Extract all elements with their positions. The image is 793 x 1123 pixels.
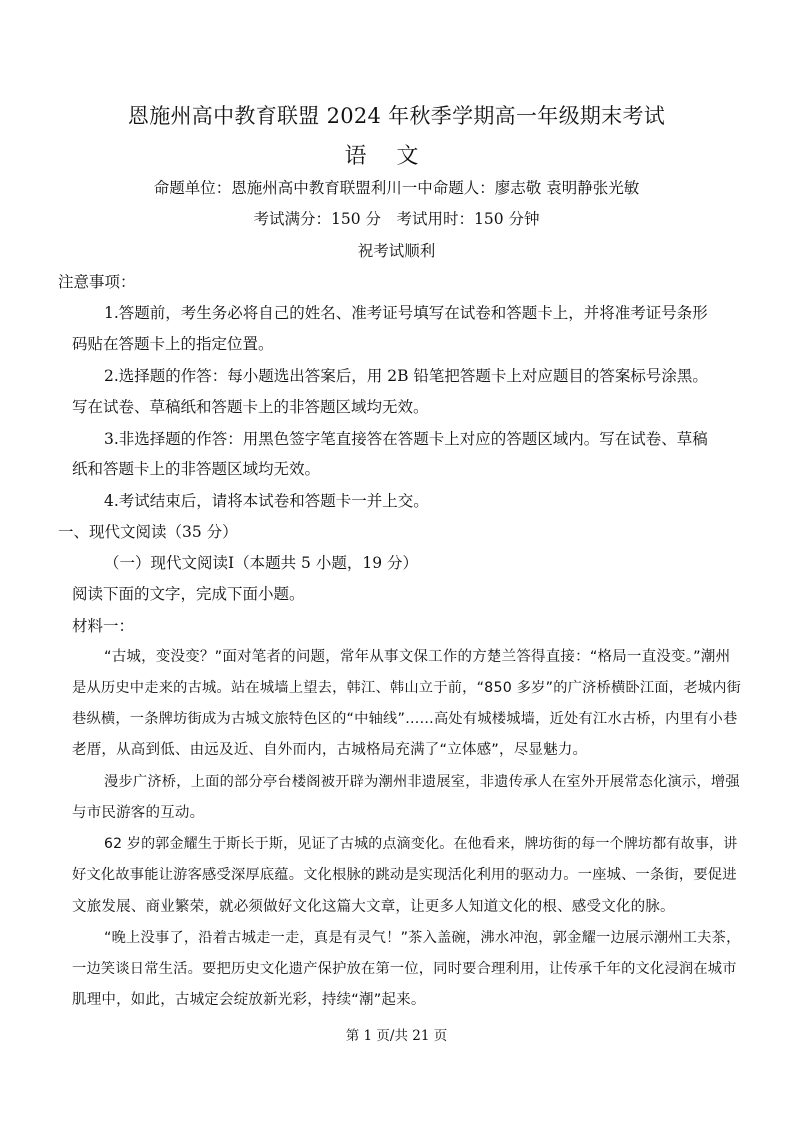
notes-heading: 注意事项： bbox=[58, 273, 136, 291]
note-line: 写在试卷、草稿纸和答题卡上的非答题区域均无效。 bbox=[72, 398, 429, 416]
note-line: 码贴在答题卡上的指定位置。 bbox=[72, 335, 274, 353]
exam-title: 恩施州高中教育联盟 2024 年秋季学期高一年级期末考试 bbox=[127, 104, 666, 128]
material-line: 文旅发展、商业繁荣，就必须做好文化这篇大文章，让更多人知道文化的根、感受文化的脉。 bbox=[72, 899, 675, 915]
material-line: 巷纵横，一条牌坊街成为古城文旅特色区的“中轴线”……高处有城楼城墙，近处有江水古桥，内里有小巷 bbox=[72, 711, 738, 727]
setter-line: 命题单位：恩施州高中教育联盟利川一中命题人：廖志敬 袁明静张光敏 bbox=[153, 179, 640, 197]
page-number: 第 1 页/共 21 页 bbox=[345, 1028, 448, 1044]
material-line: 漫步广济桥，上面的部分亭台楼阁被开辟为潮州非遗展室，非遗传承人在室外开展常态化演示，增强 bbox=[104, 774, 740, 790]
material-line: 62 岁的郭金耀生于斯长于斯，见证了古城的点滴变化。在他看来，牌坊街的每一个牌坊都有故事，讲 bbox=[104, 836, 738, 852]
material-line: 老厝，从高到低、由远及近、自外而内，古城格局充满了“立体感”，尽显魅力。 bbox=[72, 742, 588, 758]
material-line: 与市民游客的互动。 bbox=[72, 805, 205, 821]
reading-instruction: 阅读下面的文字，完成下面小题。 bbox=[72, 585, 305, 603]
exam-info: 考试满分：150 分 考试用时：150 分钟 bbox=[253, 210, 540, 228]
note-line: 2.选择题的作答：每小题选出答案后，用 2B 铅笔把答题卡上对应题目的答案标号涂黑。 bbox=[104, 367, 708, 385]
note-line: 4.考试结束后，请将本试卷和答题卡一并上交。 bbox=[104, 492, 429, 510]
note-line: 3.非选择题的作答：用黑色签字笔直接答在答题卡上对应的答题区域内。写在试卷、草稿 bbox=[104, 430, 708, 448]
material-line: “晚上没事了，沿着古城走一走，真是有灵气！”茶入盖碗，沸水冲泡，郭金耀一边展示潮州工夫茶， bbox=[104, 930, 741, 946]
material-line: 一边笑谈日常生活。要把历史文化遗产保护放在第一位，同时要合理利用，让传承千年的文化浸润在城市 bbox=[72, 961, 737, 977]
note-line: 1.答题前，考生务必将自己的姓名、准考证号填写在试卷和答题卡上，并将准考证号条形 bbox=[104, 304, 708, 322]
section-subheading: （一）现代文阅读Ⅰ（本题共 5 小题，19 分） bbox=[104, 554, 418, 572]
wish-line: 祝考试顺利 bbox=[357, 242, 436, 260]
material-line: 肌理中，如此，古城定会绽放新光彩，持续“潮”起来。 bbox=[72, 992, 426, 1008]
subject-title: 语文 bbox=[344, 144, 449, 169]
material-line: 是从历史中走来的古城。站在城墙上望去，韩江、韩山立于前，“850 多岁”的广济桥横卧江面，老城内街 bbox=[72, 680, 742, 696]
note-line: 纸和答题卡上的非答题区域均无效。 bbox=[72, 460, 321, 478]
material-line: 好文化故事能让游客感受深厚底蕴。文化根脉的跳动是实现活化利用的驱动力。一座城、一条街，要促进 bbox=[72, 867, 737, 883]
material-label: 材料一： bbox=[72, 617, 135, 635]
material-line: “古城，变没变？”面对笔者的问题，常年从事文保工作的方楚兰答得直接：“格局一直没变。”潮州 bbox=[104, 649, 731, 665]
section-heading: 一、现代文阅读（35 分） bbox=[58, 523, 238, 541]
